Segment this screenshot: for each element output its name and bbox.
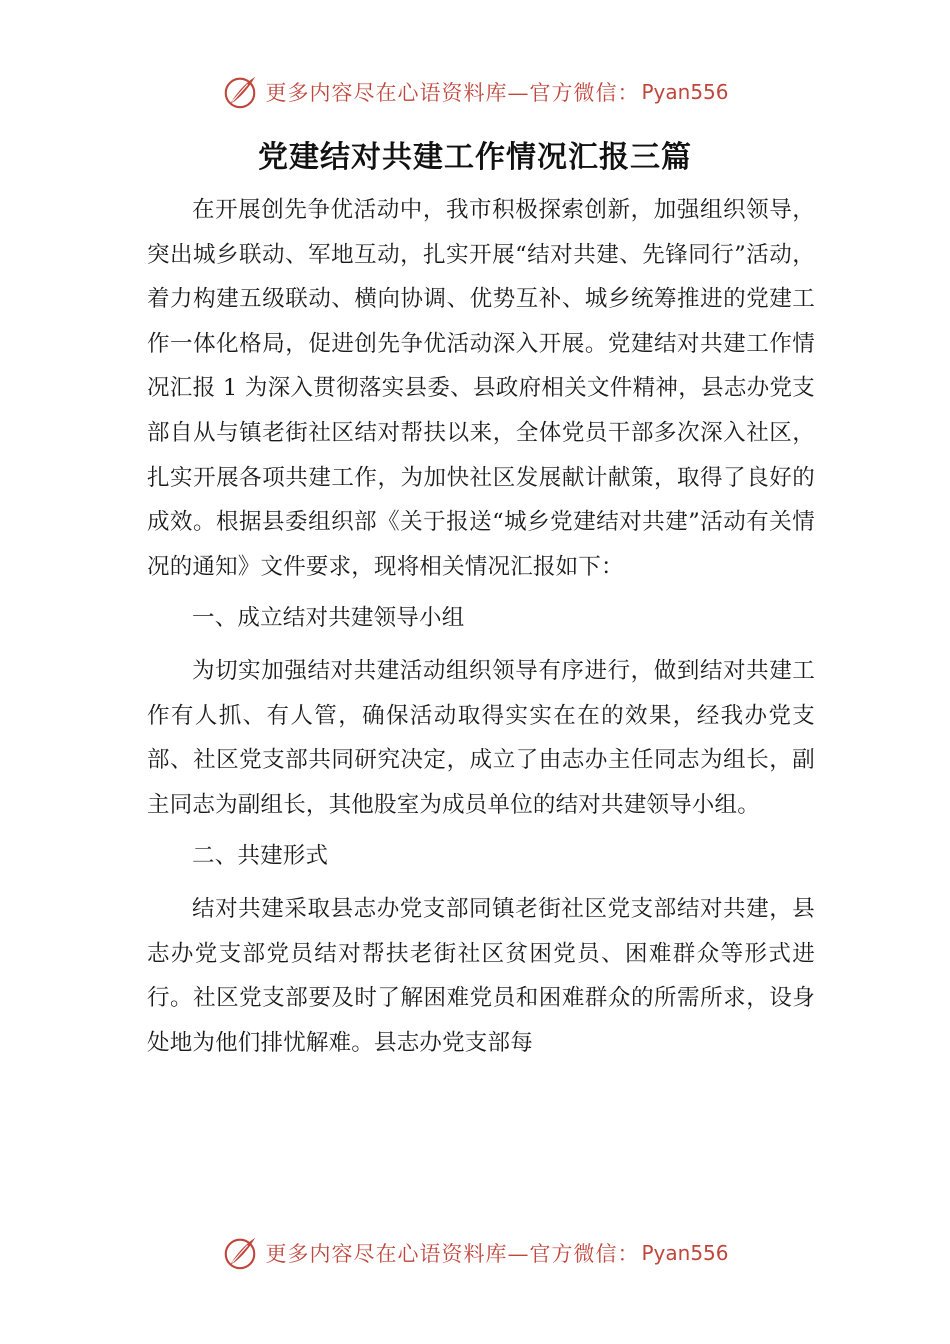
- feather-quill-icon: [221, 1234, 259, 1272]
- section-heading-2: 二、共建形式: [192, 843, 329, 870]
- watermark-text: 更多内容尽在心语资料库—官方微信：: [265, 1242, 640, 1266]
- section-heading-1: 一、成立结对共建领导小组: [192, 605, 465, 632]
- watermark-text: 更多内容尽在心语资料库—官方微信：: [265, 81, 640, 105]
- paragraph-section-1: 为切实加强结对共建活动组织领导有序进行，做到结对共建工作有人抓、有人管，确保活动取得实实在在的效果，经我办党支部、社区党支部共同研究决定，成立了由志办主任同志为组长，副主同志为副组长，其他股室为成员单位的结对共建领导小组。: [147, 657, 815, 818]
- feather-quill-icon: [221, 73, 259, 111]
- watermark-banner-top: [0, 70, 950, 114]
- document-title: 党建结对共建工作情况汇报三篇: [258, 140, 692, 175]
- watermark-banner-bottom: [0, 1231, 950, 1275]
- watermark-wechat-id: Pyan556: [641, 1241, 729, 1265]
- watermark-wechat-id: Pyan556: [641, 80, 729, 104]
- document-body: [147, 188, 815, 1072]
- paragraph-section-2: 结对共建采取县志办党支部同镇老街社区党支部结对共建，县志办党支部党员结对帮扶老街社区贫困党员、困难群众等形式进行。社区党支部要及时了解困难党员和困难群众的所需所求，设身处地为他们排忧解难。县志办党支部每: [147, 895, 815, 1056]
- paragraph-intro: 在开展创先争优活动中，我市积极探索创新，加强组织领导，突出城乡联动、军地互动，扎实开展“结对共建、先锋同行”活动，着力构建五级联动、横向协调、优势互补、城乡统筹推进的党建工作一体化格局，促进创先争优活动深入开展。党建结对共建工作情况汇报 1 为深入贯彻落实县委、县政府相关文件精神，县志办党支部自从与镇老街社区结对帮扶以来，全体党员干部多次深入社区，扎实开展各项共建工作，为加快社区发展献计献策，取得了良好的成效。根据县委组织部《关于报送“城乡党建结对共建”活动有关情况的通知》文件要求，现将相关情况汇报如下：: [147, 197, 815, 580]
